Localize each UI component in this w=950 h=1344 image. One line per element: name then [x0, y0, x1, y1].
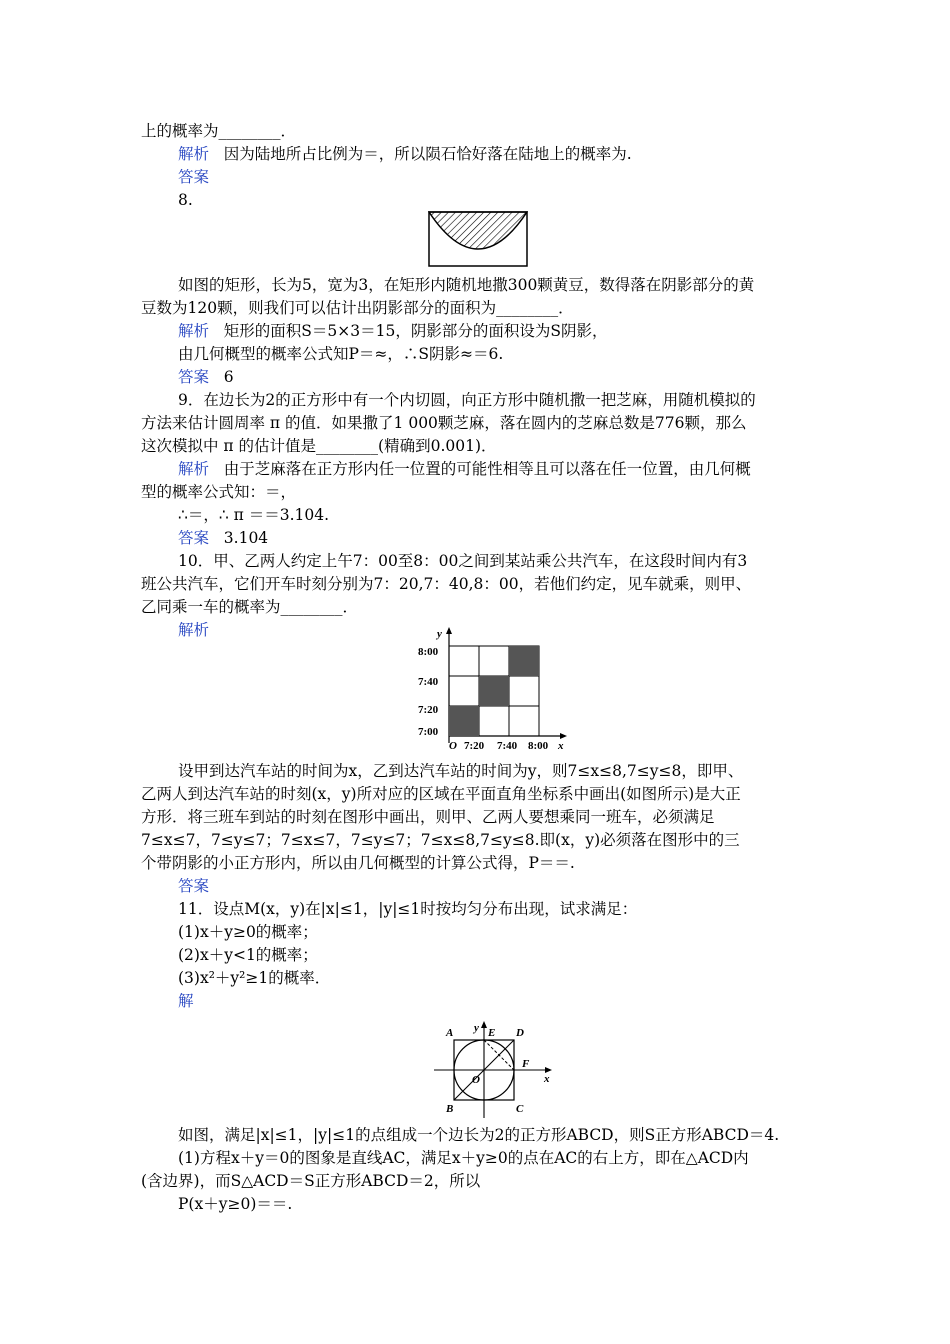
text-line — [178, 143, 632, 165]
y-axis-arrow — [481, 1021, 487, 1028]
origin-label: O — [449, 740, 457, 752]
analysis-text: 矩形的面积S＝5×3＝15，阴影部分的面积设为S阴影， — [223, 322, 608, 340]
label-c: C — [516, 1103, 524, 1115]
text-line: ∴＝，∴ π ＝＝3.104. — [178, 506, 330, 524]
analysis-label: 解析 — [178, 145, 210, 163]
text-line: 乙两人到达汽车站的时刻(x，y)所对应的区域在平面直角坐标系中画出(如图所示)是大正 — [141, 785, 741, 803]
question-number: 8. — [178, 191, 193, 209]
analysis-text: 由于芝麻落在正方形内任一位置的可能性相等且可以落在任一位置，由几何概 — [223, 460, 751, 478]
text-line: 这次模拟中 π 的估计值是________(精确到0.001)． — [141, 437, 497, 455]
y-tick-label: 7:20 — [418, 704, 439, 716]
text-line: (2)x＋y<1的概率； — [178, 946, 318, 964]
analysis-label: 解析 — [178, 322, 210, 340]
text-line: 11．设点M(x，y)在|x|≤1，|y|≤1时按均匀分布出现，试求满足： — [178, 900, 638, 918]
text-line: 乙同乘一车的概率为________． — [141, 598, 359, 616]
answer-label: 答案 — [178, 368, 210, 386]
label-e: E — [488, 1027, 496, 1039]
answer-label: 答案 — [178, 877, 210, 895]
label-x: x — [544, 1073, 550, 1085]
text-line: 型的概率公式知：＝， — [141, 483, 297, 501]
x-tick-label: 7:40 — [497, 740, 518, 752]
answer-text: 3.104 — [223, 529, 269, 547]
text-line — [178, 320, 607, 342]
y-axis-label: y — [437, 628, 442, 640]
y-axis-arrow — [446, 627, 452, 634]
text-line — [178, 366, 234, 388]
shaded-square — [509, 646, 539, 676]
analysis-text: 因为陆地所占比例为＝，所以陨石恰好落在陆地上的概率为. — [223, 145, 632, 163]
hatched-rectangle-figure — [428, 211, 528, 267]
text-line: 如图，满足|x|≤1，|y|≤1的点组成一个边长为2的正方形ABCD，则S正方形ABCD＝4. — [178, 1126, 780, 1144]
x-axis-arrow — [560, 733, 567, 739]
y-tick-label: 7:40 — [418, 676, 439, 688]
text-line: 方法来估计圆周率 π 的值．如果撒了1 000颗芝麻，落在圆内的芝麻总数是776颗，那么 — [141, 414, 747, 432]
text-line — [178, 527, 268, 549]
text-line: (含边界)，而S△ACD＝S正方形ABCD＝2，所以 — [141, 1172, 481, 1190]
text-line: 9．在边长为2的正方形中有一个内切圆，向正方形中随机撒一把芝麻，用随机模拟的 — [178, 391, 756, 409]
x-tick-label: 8:00 — [528, 740, 549, 752]
analysis-label: 解析 — [178, 460, 210, 478]
circle-square-figure — [428, 1020, 558, 1120]
answer-label: 答案 — [178, 168, 210, 186]
analysis-label: 解析 — [178, 621, 210, 639]
shaded-square — [479, 676, 509, 706]
text-line: (3)x²＋y²≥1的概率． — [178, 969, 331, 987]
text-line: 10．甲、乙两人约定上午7：00至8：00之间到某站乘公共汽车，在这段时间内有3 — [178, 552, 748, 570]
text-line: (1)x＋y≥0的概率； — [178, 923, 318, 941]
text-line: 设甲到达汽车站的时间为x，乙到达汽车站的时间为y，则7≤x≤8,7≤y≤8，即甲、 — [178, 762, 744, 780]
y-tick-label: 8:00 — [418, 646, 439, 658]
label-b: B — [446, 1103, 454, 1115]
answer-label: 答案 — [178, 529, 210, 547]
text-line: (1)方程x＋y＝0的图象是直线AC，满足x＋y≥0的点在AC的右上方，即在△ACD内 — [178, 1149, 749, 1167]
shaded-square — [449, 706, 479, 736]
label-d: D — [516, 1027, 524, 1039]
text-line: 由几何概型的概率公式知P＝≈，∴S阴影≈＝6. — [178, 345, 504, 363]
label-f: F — [522, 1058, 530, 1070]
label-o: O — [472, 1074, 480, 1086]
text-line: 上的概率为________． — [141, 122, 297, 140]
text-line: P(x＋y≥0)＝＝. — [178, 1195, 293, 1213]
text-line: 班公共汽车，它们开车时刻分别为7：20,7：40,8：00，若他们约定，见车就乘，则甲、 — [141, 575, 752, 593]
x-axis-label: x — [558, 740, 564, 752]
label-y: y — [474, 1022, 479, 1034]
text-line: 如图的矩形，长为5，宽为3，在矩形内随机地撒300颗黄豆，数得落在阴影部分的黄 — [178, 276, 755, 294]
text-line: 个带阴影的小正方形内，所以由几何概型的计算公式得，P＝＝. — [141, 854, 575, 872]
solution-label: 解 — [178, 992, 194, 1010]
text-line: 方形．将三班车到站的时刻在图形中画出，则甲、乙两人要想乘同一班车，必须满足 — [141, 808, 715, 826]
text-line: 豆数为120颗，则我们可以估计出阴影部分的面积为________． — [141, 299, 574, 317]
label-a: A — [446, 1027, 454, 1039]
text-line — [178, 458, 751, 480]
answer-text: 6 — [223, 368, 234, 386]
text-line: 7≤x≤7，7≤y≤7；7≤x≤7，7≤y≤7；7≤x≤8,7≤y≤8.即(x，y)必须落在图形中的三 — [141, 831, 740, 849]
x-tick-label: 7:20 — [464, 740, 485, 752]
time-grid-figure — [415, 625, 575, 755]
y-tick-label: 7:00 — [418, 726, 439, 738]
